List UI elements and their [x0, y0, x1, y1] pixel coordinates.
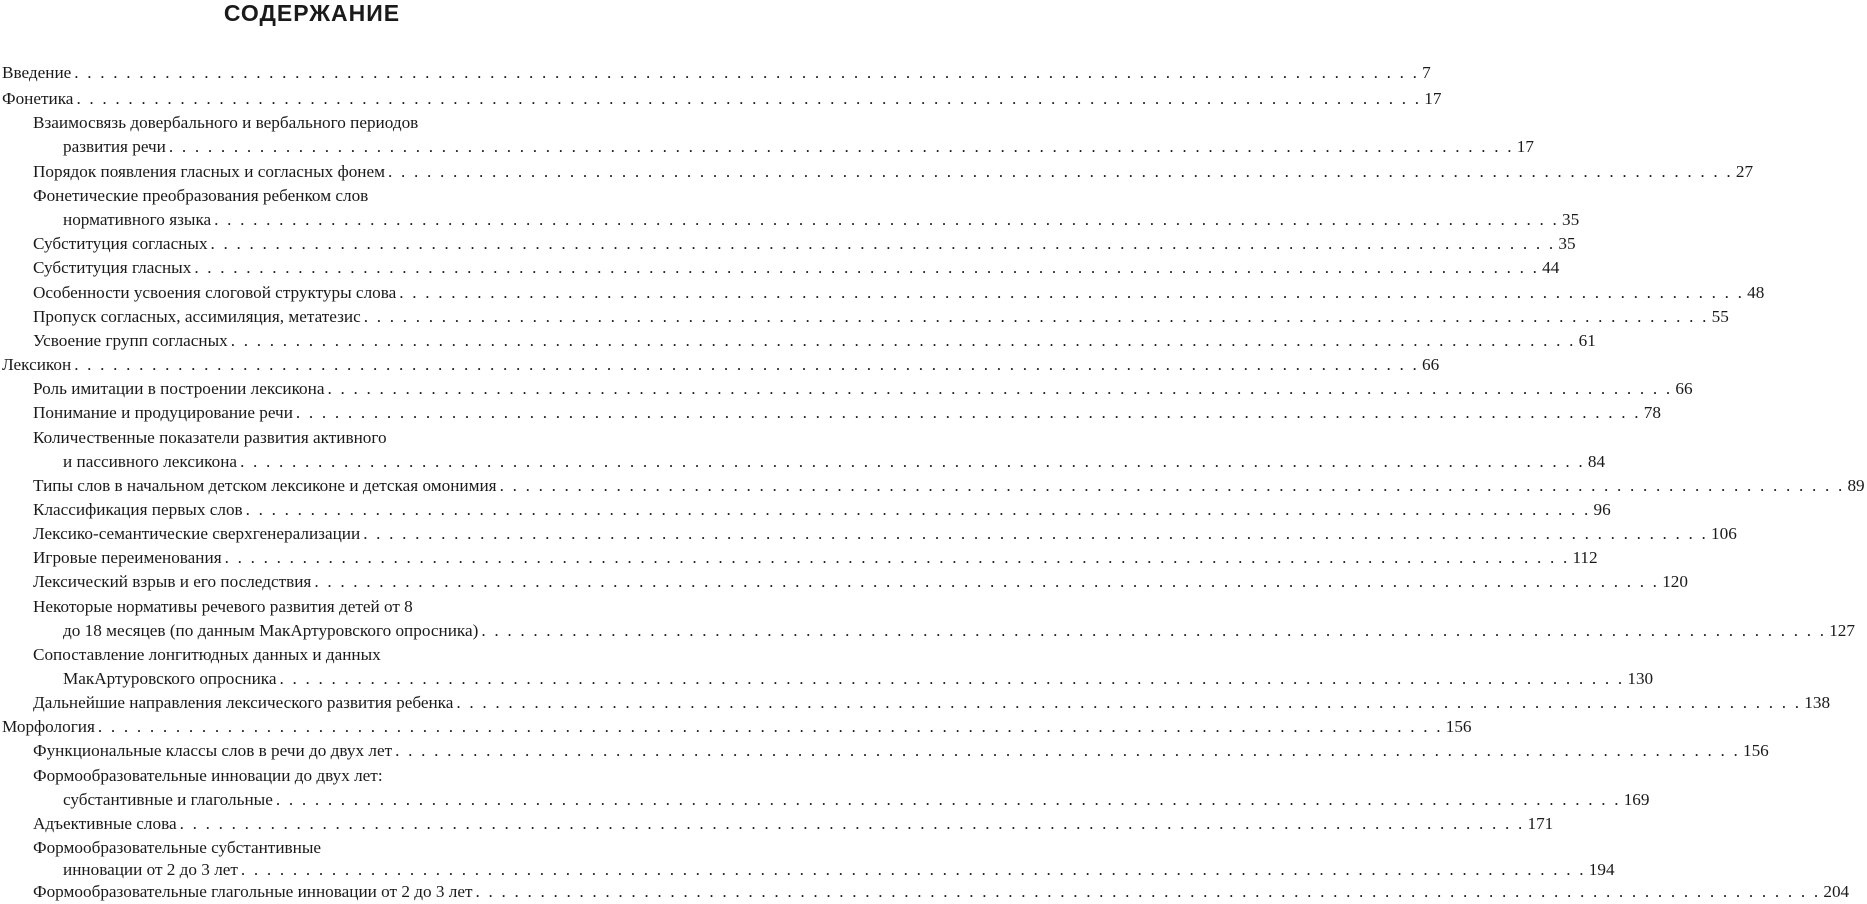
dot-leader	[314, 570, 1659, 594]
toc-entry-phonetic-transformations[interactable]	[0, 208, 1580, 232]
dot-leader	[231, 329, 1576, 353]
toc-entry-adjectival-words[interactable]	[0, 812, 1554, 836]
dot-leader	[240, 450, 1585, 474]
toc-entry-title: Фонетические преобразования ребенком слов	[33, 186, 369, 205]
dot-leader	[327, 377, 1672, 401]
toc-entry-overgeneralizations[interactable]	[0, 522, 1737, 546]
toc-page-number: 194	[1588, 860, 1615, 879]
toc-entry-line	[0, 426, 657, 450]
toc-entry-title: Количественные показатели развития активного	[33, 428, 387, 447]
toc-entry-title: Типы слов в начальном детском лексиконе и детская омонимия	[33, 476, 497, 495]
dot-leader	[395, 739, 1740, 763]
dot-leader	[246, 498, 1591, 522]
toc-entry-title: Сопоставление лонгитюдных данных и данных	[33, 645, 381, 664]
toc-entry-preverbal-verbal[interactable]	[0, 135, 1534, 159]
toc-entry-title: Взаимосвязь довербального и вербального периодов	[33, 113, 419, 132]
dot-leader	[180, 812, 1525, 836]
toc-entry-introduction[interactable]	[0, 61, 1431, 85]
dot-leader	[456, 691, 1801, 715]
toc-entry-title: Формообразовательные глагольные инновации от 2 до 3 лет	[33, 882, 473, 901]
toc-entry-title: Функциональные классы слов в речи до двух лет	[33, 741, 393, 760]
toc-entry-vowel-substitution[interactable]	[0, 256, 1560, 280]
toc-entry-title: Понимание и продуцирование речи	[33, 403, 293, 422]
toc-entry-syllable-structure[interactable]	[0, 281, 1765, 305]
dot-leader	[399, 281, 1744, 305]
toc-entry-quantitative-indicators[interactable]	[0, 450, 1606, 474]
toc-entry-title: Лексический взрыв и его последствия	[33, 572, 312, 591]
toc-entry-title: Субституция согласных	[33, 234, 208, 253]
toc-entry-longitudinal-comparison[interactable]	[0, 667, 1654, 691]
toc-entry-substantive-innovations[interactable]	[0, 858, 1615, 882]
toc-entry-line	[0, 764, 657, 788]
toc-page-number: 89	[1847, 476, 1865, 495]
toc-entry-first-words[interactable]	[0, 498, 1611, 522]
toc-page-number: 171	[1527, 814, 1554, 833]
dot-leader	[194, 256, 1539, 280]
dot-leader	[500, 474, 1845, 498]
toc-entry-title: Особенности усвоения слоговой структуры слова	[33, 283, 397, 302]
toc-entry-title: Субституция гласных	[33, 258, 192, 277]
toc-entry-title: Дальнейшие направления лексического развития ребенка	[33, 693, 454, 712]
toc-entry-title: Морфология	[2, 717, 95, 736]
toc-entry-verbal-innovations[interactable]	[0, 880, 1850, 904]
toc-entry-comprehension-production[interactable]	[0, 401, 1661, 425]
toc-entry-word-types[interactable]	[0, 474, 1865, 498]
toc-entry-innovations-before-two[interactable]	[0, 788, 1650, 812]
toc-entry-title-continued: развития речи	[63, 137, 166, 156]
toc-page-number: 35	[1558, 234, 1576, 253]
toc-entry-title: Игровые переименования	[33, 548, 222, 567]
dot-leader	[211, 232, 1556, 256]
toc-entry-title: Фонетика	[2, 89, 74, 108]
toc-entry-title: Лексикон	[2, 355, 72, 374]
toc-entry-title: Усвоение групп согласных	[33, 331, 228, 350]
toc-entry-title-continued: нормативного языка	[63, 210, 212, 229]
toc-entry-further-directions[interactable]	[0, 691, 1831, 715]
toc-entry-title: Лексико-семантические сверхгенерализации	[33, 524, 361, 543]
toc-entry-title-continued: субстантивные и глагольные	[63, 790, 273, 809]
toc-entry-consonant-omission[interactable]	[0, 305, 1729, 329]
toc-entry-title-continued: до 18 месяцев (по данным МакАртуровского опросника)	[63, 621, 479, 640]
dot-leader	[225, 546, 1570, 570]
toc-page-number: 78	[1643, 403, 1661, 422]
dot-leader	[241, 858, 1586, 882]
toc-entry-line	[0, 184, 657, 208]
dot-leader	[481, 619, 1826, 643]
toc-entry-title: Роль имитации в построении лексикона	[33, 379, 325, 398]
toc-entry-line	[0, 111, 657, 135]
toc-entry-functional-classes[interactable]	[0, 739, 1769, 763]
toc-entry-consonant-substitution[interactable]	[0, 232, 1576, 256]
toc-page-number: 169	[1623, 790, 1650, 809]
toc-page-number: 55	[1711, 307, 1729, 326]
toc-entry-lexicon[interactable]	[0, 353, 1440, 377]
toc-entry-title: Классификация первых слов	[33, 500, 243, 519]
toc-page-number: 156	[1742, 741, 1769, 760]
dot-leader	[74, 61, 1419, 85]
page-title: СОДЕРЖАНИЕ	[223, 0, 401, 26]
dot-leader	[76, 87, 1421, 111]
toc-entry-line	[0, 643, 657, 667]
toc-entry-imitation-role[interactable]	[0, 377, 1693, 401]
toc-page-number: 120	[1662, 572, 1688, 591]
toc-page-number: 44	[1542, 258, 1560, 277]
toc-entry-phoneme-order[interactable]	[0, 160, 1754, 184]
toc-entry-title: Формообразовательные субстантивные	[33, 838, 322, 857]
toc-page-number: 7	[1422, 63, 1431, 82]
toc-entry-playful-renaming[interactable]	[0, 546, 1598, 570]
dot-leader	[363, 522, 1708, 546]
toc-entry-title: Формообразовательные инновации до двух лет:	[33, 766, 383, 785]
toc-entry-morphology[interactable]	[0, 715, 1472, 739]
dot-leader	[169, 135, 1514, 159]
toc-page-number: 106	[1711, 524, 1737, 543]
toc-page-number: 27	[1735, 162, 1754, 181]
toc-page-number: 130	[1627, 669, 1654, 688]
toc-entry-line	[0, 595, 657, 619]
dot-leader	[388, 160, 1733, 184]
toc-page-number: 48	[1747, 283, 1765, 302]
toc-page-number: 61	[1578, 331, 1596, 350]
toc-entry-lexical-explosion[interactable]	[0, 570, 1688, 594]
dot-leader	[276, 788, 1621, 812]
toc-page-number: 96	[1593, 500, 1611, 519]
toc-page-number: 156	[1445, 717, 1472, 736]
toc-entry-title: Введение	[2, 63, 72, 82]
dot-leader	[74, 353, 1419, 377]
toc-entry-speech-norms[interactable]	[0, 619, 1855, 643]
toc-entry-consonant-clusters[interactable]	[0, 329, 1596, 353]
dot-leader	[279, 667, 1624, 691]
toc-entry-title-continued: инновации от 2 до 3 лет	[63, 860, 238, 879]
dot-leader	[364, 305, 1709, 329]
dot-leader	[98, 715, 1443, 739]
toc-page-number: 138	[1804, 693, 1831, 712]
toc-page-number: 112	[1572, 548, 1598, 567]
toc-entry-title-continued: МакАртуровского опросника	[63, 669, 277, 688]
toc-page-number: 35	[1562, 210, 1580, 229]
toc-page-number: 84	[1587, 452, 1606, 471]
toc-entry-title: Пропуск согласных, ассимиляция, метатезис	[33, 307, 361, 326]
toc-page-number: 66	[1422, 355, 1440, 374]
toc-entry-title: Адъективные слова	[33, 814, 177, 833]
toc-entry-phonetics[interactable]	[0, 87, 1442, 111]
toc-entry-line	[0, 836, 657, 860]
dot-leader	[296, 401, 1641, 425]
dot-leader	[475, 880, 1820, 904]
toc-entry-title: Некоторые нормативы речевого развития детей от 8	[33, 597, 413, 616]
dot-leader	[214, 208, 1559, 232]
toc-page-number: 66	[1675, 379, 1693, 398]
toc-page-number: 127	[1829, 621, 1855, 640]
toc-entry-title: Порядок появления гласных и согласных фонем	[33, 162, 385, 181]
toc-page-number: 17	[1516, 137, 1534, 156]
toc-entry-title-continued: и пассивного лексикона	[63, 452, 238, 471]
toc-page-number: 204	[1823, 882, 1850, 901]
toc-page-number: 17	[1424, 89, 1442, 108]
